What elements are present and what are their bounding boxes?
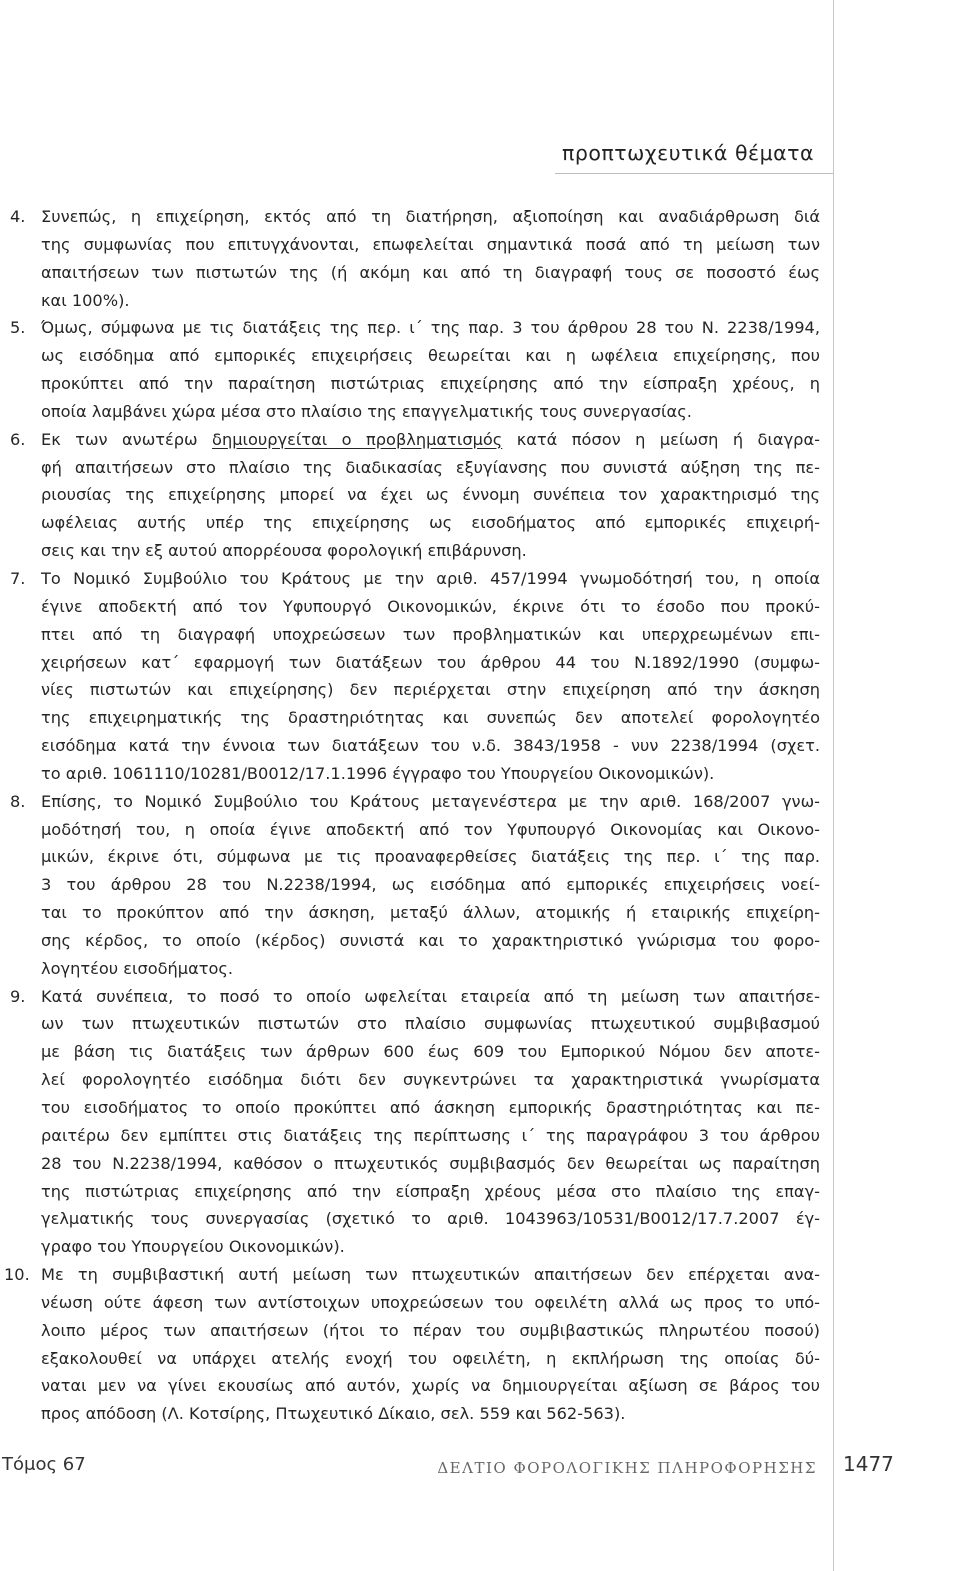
- paragraph-4: [10, 203, 820, 314]
- text-line: λεί φορολογητέο εισόδημα διότι δεν συγκεντρώνει τα χαρακτηριστικά γνωρίσματα: [41, 1070, 820, 1090]
- text-line: σης κέρδος, το οποίο (κέρδος) συνιστά και το χαρακτηριστικό γνώρισμα του φορο-: [41, 930, 820, 950]
- paragraph-number: 5.: [10, 318, 26, 338]
- text-line: ριουσίας της επιχείρησης μπορεί να έχει ως έννομη συνέπεια τον χαρακτηρισμό της: [41, 485, 820, 505]
- text-segment: κατά πόσον η μείωση ή διαγρα-: [502, 429, 820, 449]
- text-line: οποία λαμβάνει χώρα μέσα στο πλαίσιο της επαγγελματικής τους συνεργασίας.: [41, 401, 692, 421]
- text-line: λογητέου εισοδήματος.: [41, 958, 234, 978]
- text-line: Το Νομικό Συμβούλιο του Κράτους με την αριθ. 457/1994 γνωμοδότησή του, η οποία: [41, 568, 820, 588]
- margin-divider: [833, 0, 834, 1571]
- text-line: Με τη συμβιβαστική αυτή μείωση των πτωχευτικών απαιτήσεων δεν επέρχεται ανα-: [41, 1265, 820, 1285]
- text-line: μοδότησή του, η οποία έγινε αποδεκτή από τον Υφυπουργό Οικονομίας και Οικονο-: [41, 819, 820, 839]
- text-line: [41, 426, 820, 454]
- volume-label: Τόμος 67: [2, 1454, 86, 1475]
- header-rule: [555, 173, 833, 174]
- text-line: φή απαιτήσεων στο πλαίσιο της διαδικασίας εξυγίανσης που συνιστά αύξηση της πε-: [41, 457, 820, 477]
- text-line: της πιστώτριας επιχείρησης από την είσπραξη χρέους μέσα στο πλαίσιο της επαγ-: [41, 1181, 820, 1201]
- paragraph-number: 8.: [10, 791, 26, 811]
- paragraph-5: [10, 314, 820, 425]
- text-line: γελματικής τους συνεργασίας (σχετικό το αριθ. 1043963/10531/Β0012/17.7.2007 έγ-: [41, 1209, 820, 1229]
- text-line: και 100%).: [41, 290, 130, 310]
- paragraph-number: 6.: [10, 429, 26, 449]
- page-number: 1477: [843, 1452, 894, 1476]
- paragraph-9: [10, 983, 820, 1261]
- text-line: πτει από τη διαγραφή υποχρεώσεων των προβληματικών και υπερχρεωμένων επι-: [41, 624, 820, 644]
- paragraph-7: [10, 565, 820, 788]
- text-line: προς απόδοση (Λ. Κοτσίρης, Πτωχευτικό Δίκαιο, σελ. 559 και 562-563).: [41, 1404, 626, 1424]
- text-line: Επίσης, το Νομικό Συμβούλιο του Κράτους μεταγενέστερα με την αριθ. 168/2007 γνω-: [41, 791, 820, 811]
- text-segment: Εκ των ανωτέρω: [41, 429, 213, 449]
- section-title: προπτωχευτικά θέματα: [562, 141, 814, 165]
- text-line: ωφέλειας αυτής υπέρ της επιχείρησης ως εισοδήματος από εμπορικές επιχειρή-: [41, 513, 820, 533]
- text-line: Κατά συνέπεια, το ποσό το οποίο ωφελείται εταιρεία από τη μείωση των απαιτήσε-: [41, 986, 820, 1006]
- paragraph-10: [4, 1261, 820, 1428]
- text-line: νέωση ούτε άφεση των αντίστοιχων υποχρεώσεων του οφειλέτη αλλά ως προς το υπό-: [41, 1292, 820, 1312]
- article-body: [4, 203, 820, 1428]
- text-line: γραφο του Υπουργείου Οικονομικών).: [41, 1237, 345, 1257]
- paragraph-number: 10.: [4, 1265, 30, 1285]
- text-line: το αριθ. 1061110/10281/Β0012/17.1.1996 έγγραφο του Υπουργείου Οικονομικών).: [41, 763, 715, 783]
- publication-name: ΔΕΛΤΙΟ ΦΟΡΟΛΟΓΙΚΗΣ ΠΛΗΡΟΦΟΡΗΣΗΣ: [437, 1459, 817, 1477]
- text-line: προκύπτει από την παραίτηση πιστώτριας επιχείρησης από την είσπραξη χρέους, η: [41, 374, 820, 394]
- text-line: ραιτέρω δεν εμπίπτει στις διατάξεις της περίπτωσης ι΄ της παραγράφου 3 του άρθρου: [41, 1125, 820, 1145]
- text-line: 3 του άρθρου 28 του Ν.2238/1994, ως εισόδημα από εμπορικές επιχειρήσεις νοεί-: [41, 875, 820, 895]
- text-line: 28 του Ν.2238/1994, καθόσον ο πτωχευτικός συμβιβασμός δεν θεωρείται ως παραίτηση: [41, 1153, 820, 1173]
- paragraph-number: 4.: [10, 207, 26, 226]
- text-line: Όμως, σύμφωνα με τις διατάξεις της περ. ι΄ της παρ. 3 του άρθρου 28 του Ν. 2238/1994,: [41, 318, 820, 338]
- text-line: λοιπο μέρος των απαιτήσεων (ήτοι το πέραν του συμβιβαστικώς πληρωτέου ποσού): [41, 1320, 820, 1340]
- underlined-phrase: δημιουργείται ο προβληματισμός: [212, 429, 503, 449]
- text-line: έγινε αποδεκτή από τον Υφυπουργό Οικονομικών, έκρινε ότι το έσοδο που προκύ-: [41, 596, 820, 616]
- text-line: απαιτήσεων των πιστωτών της (ή ακόμη και από τη διαγραφή τους σε ποσοστό έως: [41, 262, 820, 282]
- text-line: εξακολουθεί να υπάρχει ατελής ενοχή του οφειλέτη, η εκπλήρωση της οποίας δύ-: [41, 1348, 820, 1368]
- text-line: μικών, έκρινε ότι, σύμφωνα με τις προαναφερθείσες διατάξεις της περ. ι΄ της παρ.: [41, 847, 820, 867]
- text-line: νίες πιστωτών και επιχείρησης) δεν περιέρχεται στην επιχείρηση από την άσκηση: [41, 680, 820, 700]
- paragraph-8: [10, 788, 820, 983]
- paragraph-6: [10, 426, 820, 565]
- text-line: Συνεπώς, η επιχείρηση, εκτός από τη διατήρηση, αξιοποίηση και αναδιάρθρωση διά: [41, 207, 820, 226]
- text-line: εισόδημα κατά την έννοια των διατάξεων του ν.δ. 3843/1958 - νυν 2238/1994 (σχετ.: [41, 736, 820, 756]
- text-line: ων των πτωχευτικών πιστωτών στο πλαίσιο συμφωνίας πτωχευτικού συμβιβασμού: [41, 1014, 820, 1034]
- paragraph-number: 7.: [10, 568, 26, 588]
- text-line: ναται μεν να γίνει εκουσίως από αυτόν, χωρίς να δημιουργείται αξίωση σε βάρος του: [41, 1376, 820, 1396]
- text-line: ως εισόδημα από εμπορικές επιχειρήσεις θεωρείται και η ωφέλεια επιχείρησης, που: [41, 346, 820, 366]
- text-line: της συμφωνίας που επιτυγχάνονται, επωφελείται σημαντικά ποσά από τη μείωση των: [41, 234, 820, 254]
- text-line: χειρήσεων κατ΄ εφαρμογή των διατάξεων του άρθρου 44 του Ν.1892/1990 (συμφω-: [41, 652, 820, 672]
- text-line: της επιχειρηματικής της δραστηριότητας και συνεπώς δεν αποτελεί φορολογητέο: [41, 708, 820, 728]
- text-line: σεις και την εξ αυτού απορρέουσα φορολογική επιβάρυνση.: [41, 541, 527, 561]
- text-line: του εισοδήματος το οποίο προκύπτει από άσκηση εμπορικής δραστηριότητας και πε-: [41, 1098, 820, 1117]
- text-line: ται το προκύπτον από την άσκηση, μεταξύ άλλων, ατομικής ή εταιρικής επιχείρη-: [41, 903, 820, 923]
- paragraph-number: 9.: [10, 986, 26, 1006]
- text-line: με βάση τις διατάξεις των άρθρων 600 έως 609 του Εμπορικού Νόμου δεν αποτε-: [41, 1042, 820, 1062]
